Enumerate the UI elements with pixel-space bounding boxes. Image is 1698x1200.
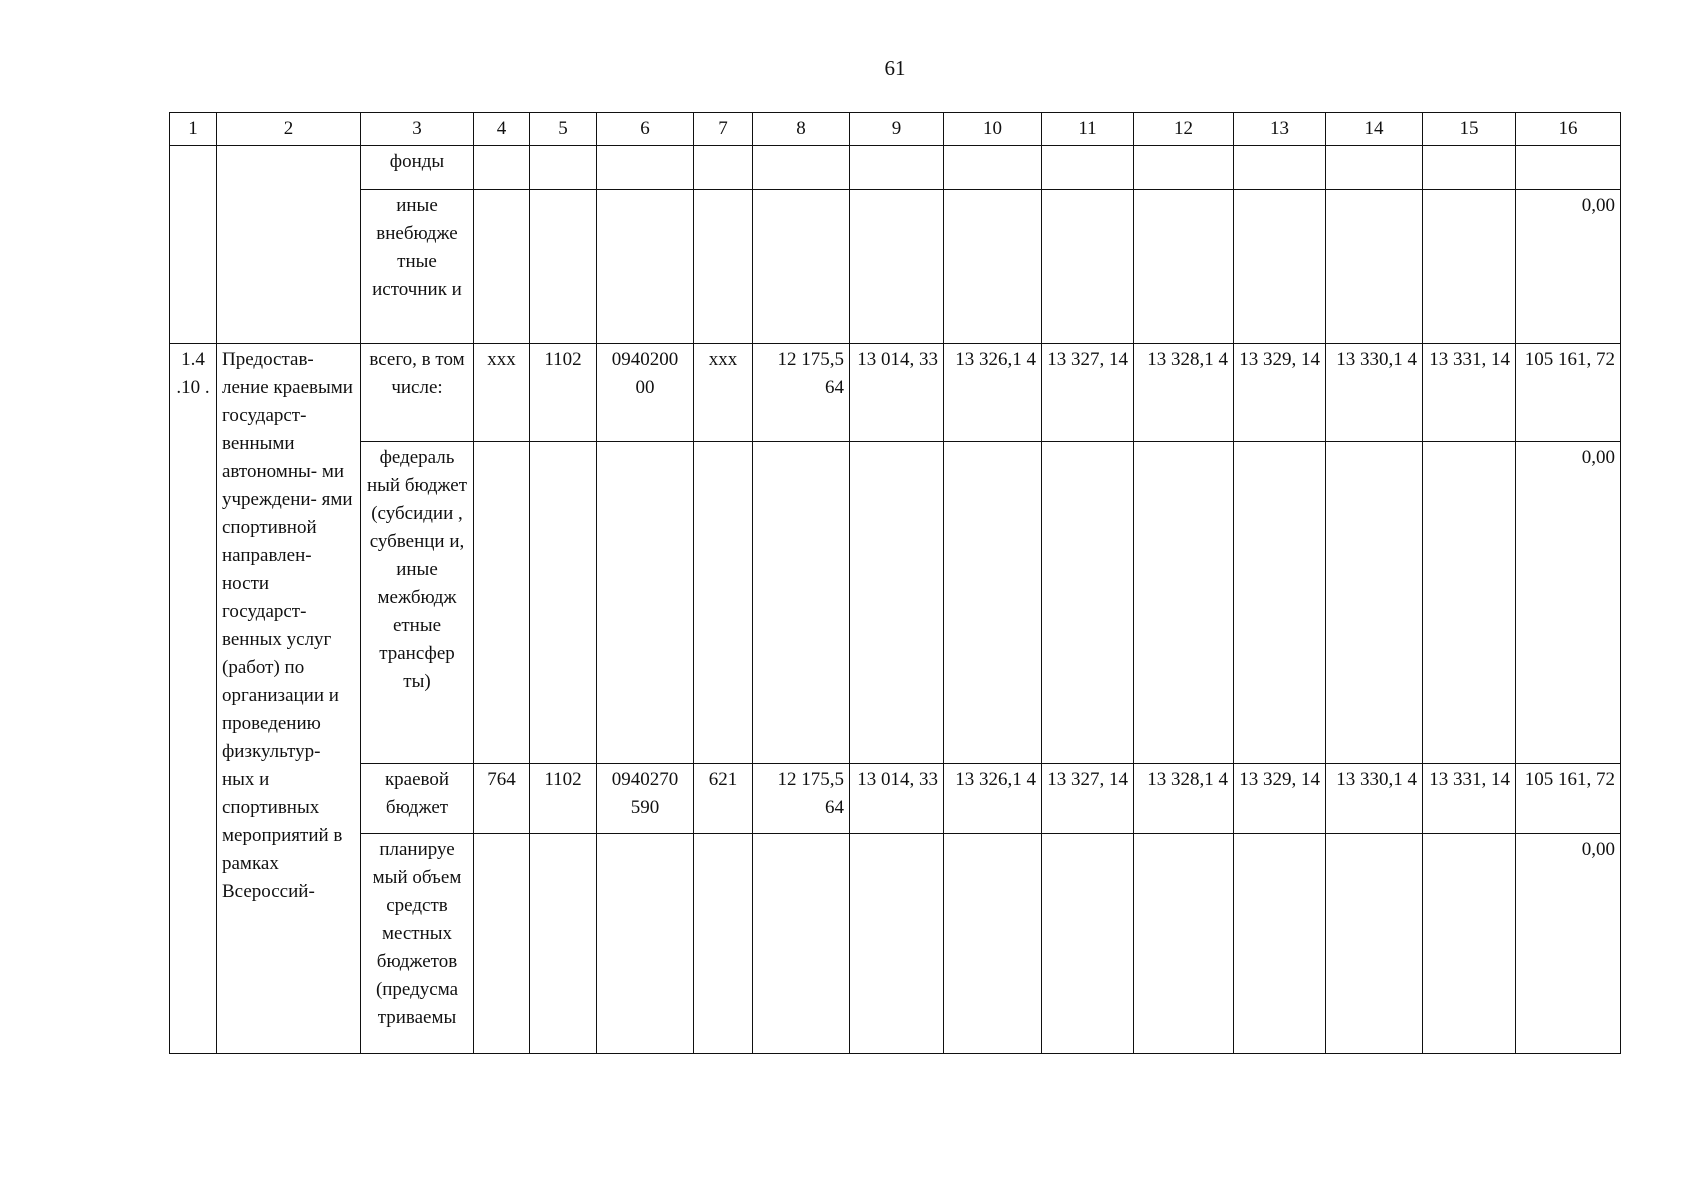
- col-header-3: 3: [361, 113, 474, 146]
- cell-regional-c5: 1102: [530, 764, 597, 834]
- cell-total-c15: 13 331, 14: [1423, 344, 1516, 442]
- cell-total-c14: 13 330,1 4: [1326, 344, 1423, 442]
- table-row-regional: [170, 764, 1621, 834]
- cell-total-c10: 13 326,1 4: [944, 344, 1042, 442]
- cell-regional-c13: 13 329, 14: [1234, 764, 1326, 834]
- cell-total-c16: 105 161, 72: [1516, 344, 1621, 442]
- table-row-local: [170, 834, 1621, 1054]
- col-header-11: 11: [1042, 113, 1134, 146]
- col-header-14: 14: [1326, 113, 1423, 146]
- column-number-row: [170, 113, 1621, 146]
- cell-source-other-offbudget: иные внебюдже тные источник и: [361, 190, 474, 344]
- col-header-5: 5: [530, 113, 597, 146]
- cell-source-regional: краевой бюджет: [361, 764, 474, 834]
- cell-source-total: всего, в том числе:: [361, 344, 474, 442]
- cell-regional-c8: 12 175,5 64: [753, 764, 850, 834]
- col-header-16: 16: [1516, 113, 1621, 146]
- cell-regional-c15: 13 331, 14: [1423, 764, 1516, 834]
- cell-regional-c12: 13 328,1 4: [1134, 764, 1234, 834]
- cell-regional-c4: 764: [474, 764, 530, 834]
- cell-regional-c6: 0940270 590: [597, 764, 694, 834]
- cell-total-c12: 13 328,1 4: [1134, 344, 1234, 442]
- page-number: 61: [884, 56, 906, 80]
- cell-total-c7: ххх: [694, 344, 753, 442]
- cell-regional-c7: 621: [694, 764, 753, 834]
- cell-regional-c11: 13 327, 14: [1042, 764, 1134, 834]
- col-header-13: 13: [1234, 113, 1326, 146]
- col-header-10: 10: [944, 113, 1042, 146]
- cell-total-c8: 12 175,5 64: [753, 344, 850, 442]
- cell-local-c16: 0,00: [1516, 834, 1621, 1054]
- table-row-federal: [170, 442, 1621, 764]
- cell-source-funds: фонды: [361, 146, 474, 190]
- col-header-15: 15: [1423, 113, 1516, 146]
- table-row-funds: [170, 146, 1621, 190]
- col-header-2: 2: [217, 113, 361, 146]
- cell-regional-c16: 105 161, 72: [1516, 764, 1621, 834]
- budget-table: [169, 112, 1621, 1054]
- cell-empty-description: [217, 146, 361, 344]
- cell-source-federal: федераль ный бюджет (субсидии , субвенци и, иные межбюдж етные трансфер ты): [361, 442, 474, 764]
- col-header-7: 7: [694, 113, 753, 146]
- table-row-other-offbudget: [170, 190, 1621, 344]
- col-header-1: 1: [170, 113, 217, 146]
- col-header-4: 4: [474, 113, 530, 146]
- cell-empty-number: [170, 146, 217, 344]
- col-header-6: 6: [597, 113, 694, 146]
- cell-total-c5: 1102: [530, 344, 597, 442]
- cell-item-description: Предостав- ление краевыми государст- венными автономны- ми учреждени- ями спортивной направлен- ности государст- венных услуг (работ) по организации и проведению физкультур- ных и спортивных мероприятий в рамках Всероссий-: [217, 344, 361, 1054]
- cell-total-c6: 0940200 00: [597, 344, 694, 442]
- cell-total-c13: 13 329, 14: [1234, 344, 1326, 442]
- cell-item-number: 1.4 .10 .: [170, 344, 217, 1054]
- cell-regional-c10: 13 326,1 4: [944, 764, 1042, 834]
- table-row-item-total: [170, 344, 1621, 442]
- col-header-8: 8: [753, 113, 850, 146]
- cell-total-c4: ххх: [474, 344, 530, 442]
- cell-source-local: планируе мый объем средств местных бюджетов (предусма триваемы: [361, 834, 474, 1054]
- cell-total-c9: 13 014, 33: [850, 344, 944, 442]
- cell-total-other-offbudget: 0,00: [1516, 190, 1621, 344]
- cell-federal-c16: 0,00: [1516, 442, 1621, 764]
- cell-regional-c9: 13 014, 33: [850, 764, 944, 834]
- col-header-12: 12: [1134, 113, 1234, 146]
- cell-regional-c14: 13 330,1 4: [1326, 764, 1423, 834]
- cell-total-c11: 13 327, 14: [1042, 344, 1134, 442]
- col-header-9: 9: [850, 113, 944, 146]
